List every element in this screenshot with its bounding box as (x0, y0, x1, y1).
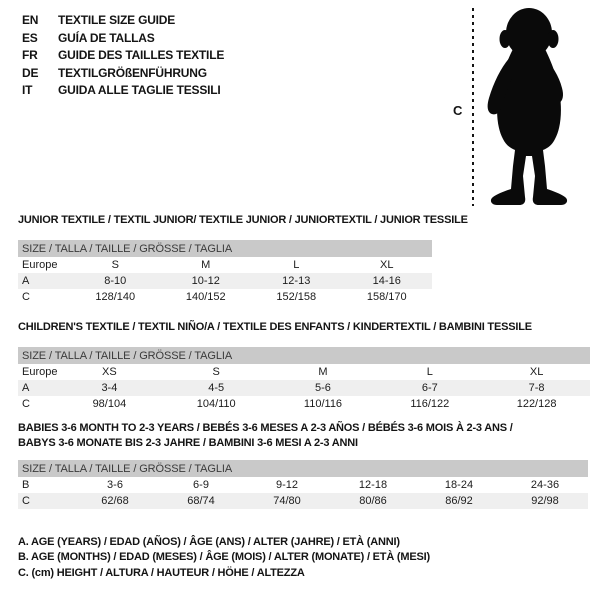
size-cell: 140/152 (185, 291, 226, 303)
size-cell: XL (380, 259, 394, 271)
size-table-header: SIZE / TALLA / TAILLE / GRÖSSE / TAGLIA (18, 240, 432, 257)
language-title: TEXTILGRÖßENFÜHRUNG (58, 65, 207, 80)
size-cell: 6-7 (421, 382, 438, 394)
size-cell: 110/116 (303, 398, 343, 410)
table-row-age (18, 273, 432, 289)
size-cell: 18-24 (444, 479, 474, 491)
children-section-title (18, 321, 532, 333)
language-title: GUIDA ALLE TAGLIE TESSILI (58, 83, 221, 98)
size-cell: S (111, 259, 119, 271)
size-cell: 3-6 (107, 479, 123, 491)
language-code: IT (22, 83, 33, 98)
table-row-height (18, 289, 432, 305)
table-row-age (18, 380, 590, 396)
language-row-it (22, 82, 224, 100)
size-cell: 14-16 (372, 275, 401, 287)
junior-size-table (18, 240, 432, 305)
language-row-es (22, 30, 224, 48)
size-cell: 9-12 (275, 479, 299, 491)
babies-size-table (18, 460, 588, 509)
table-row-height (18, 396, 590, 412)
size-cell: 8-10 (104, 275, 127, 287)
size-cell: 152/158 (276, 291, 317, 303)
size-cell: L (426, 366, 433, 378)
size-cell: 116/122 (410, 398, 450, 410)
language-row-fr (22, 47, 224, 65)
size-cell: 62/68 (101, 495, 129, 507)
language-list (22, 12, 224, 100)
size-cell: XL (529, 366, 544, 378)
size-cell: 128/140 (95, 291, 136, 303)
size-cell: 5-6 (315, 382, 331, 394)
language-code: EN (22, 13, 39, 27)
row-label: C (22, 291, 30, 303)
row-label: C (22, 398, 30, 410)
section-title-line: CHILDREN'S TEXTILE / TEXTIL NIÑO/A / TEXTILE DES ENFANTS / KINDERTEXTIL / BAMBINI TESSILE (18, 321, 532, 333)
size-table-header: SIZE / TALLA / TAILLE / GRÖSSE / TAGLIA (18, 460, 588, 477)
baby-silhouette-icon (469, 6, 589, 211)
size-cell: L (293, 259, 300, 271)
table-row-europe (18, 257, 432, 273)
size-cell: 80/86 (359, 495, 387, 507)
size-cell: 92/98 (531, 495, 559, 507)
size-cell: S (212, 366, 220, 378)
size-cell: 122/128 (516, 398, 557, 410)
legend-line-c: C. (cm) HEIGHT / ALTURA / HAUTEUR / HÖHE / ALTEZZA (18, 566, 305, 579)
size-cell: 10-12 (191, 275, 220, 287)
row-label: A (22, 275, 30, 287)
language-code: ES (22, 30, 38, 45)
row-label: Europe (22, 259, 58, 271)
row-label: B (22, 479, 30, 491)
table-row-age-months (18, 477, 588, 493)
language-title: TEXTILE SIZE GUIDE (58, 13, 176, 27)
size-cell: M (318, 366, 328, 378)
size-cell: 6-9 (193, 479, 209, 491)
language-code: FR (22, 48, 38, 63)
size-cell: M (201, 259, 211, 271)
size-table-header: SIZE / TALLA / TAILLE / GRÖSSE / TAGLIA (18, 347, 590, 364)
section-title-line: JUNIOR TEXTILE / TEXTIL JUNIOR/ TEXTILE JUNIOR / JUNIORTEXTIL / JUNIOR TESSILE (18, 214, 468, 226)
size-cell: 68/74 (187, 495, 215, 507)
row-label: Europe (22, 366, 58, 378)
size-cell: 4-5 (208, 382, 225, 394)
size-cell: 74/80 (273, 495, 301, 507)
language-row-en (22, 12, 224, 30)
language-code: DE (22, 65, 39, 80)
row-label: A (22, 382, 30, 394)
language-title: GUÍA DE TALLAS (58, 30, 155, 45)
size-cell: XS (102, 366, 117, 378)
table-row-height (18, 493, 588, 509)
size-cell: 12-13 (282, 275, 311, 287)
row-label: C (22, 495, 30, 507)
section-title-line: BABYS 3-6 MONATE BIS 2-3 JAHRE / BAMBINI 3-6 MESI A 2-3 ANNI (18, 436, 358, 449)
legend (18, 535, 430, 581)
babies-section-title (18, 421, 513, 450)
children-size-table (18, 347, 590, 412)
height-figure (445, 4, 600, 210)
size-cell: 104/110 (196, 398, 236, 410)
size-cell: 86/92 (445, 495, 473, 507)
size-cell: 3-4 (101, 382, 118, 394)
size-cell: 24-36 (530, 479, 560, 491)
height-measure-label: C (453, 103, 463, 118)
size-cell: 98/104 (92, 398, 127, 410)
table-row-europe (18, 364, 590, 380)
size-cell: 158/170 (366, 291, 407, 303)
legend-line-b: B. AGE (MONTHS) / EDAD (MESES) / ÂGE (MOIS) / ALTER (MONATE) / ETÀ (MESI) (18, 551, 430, 564)
size-cell: 12-18 (358, 479, 388, 491)
language-row-de (22, 65, 224, 83)
size-cell: 7-8 (528, 382, 545, 394)
section-title-line: BABIES 3-6 MONTH TO 2-3 YEARS / BEBÉS 3-6 MESES A 2-3 AÑOS / BÉBÉS 3-6 MOIS À 2-3 ANS / (18, 422, 513, 434)
legend-line-a: A. AGE (YEARS) / EDAD (AÑOS) / ÂGE (ANS) / ALTER (JAHRE) / ETÀ (ANNI) (18, 536, 400, 548)
language-title: GUIDE DES TAILLES TEXTILE (58, 48, 225, 63)
junior-section-title (18, 214, 468, 226)
